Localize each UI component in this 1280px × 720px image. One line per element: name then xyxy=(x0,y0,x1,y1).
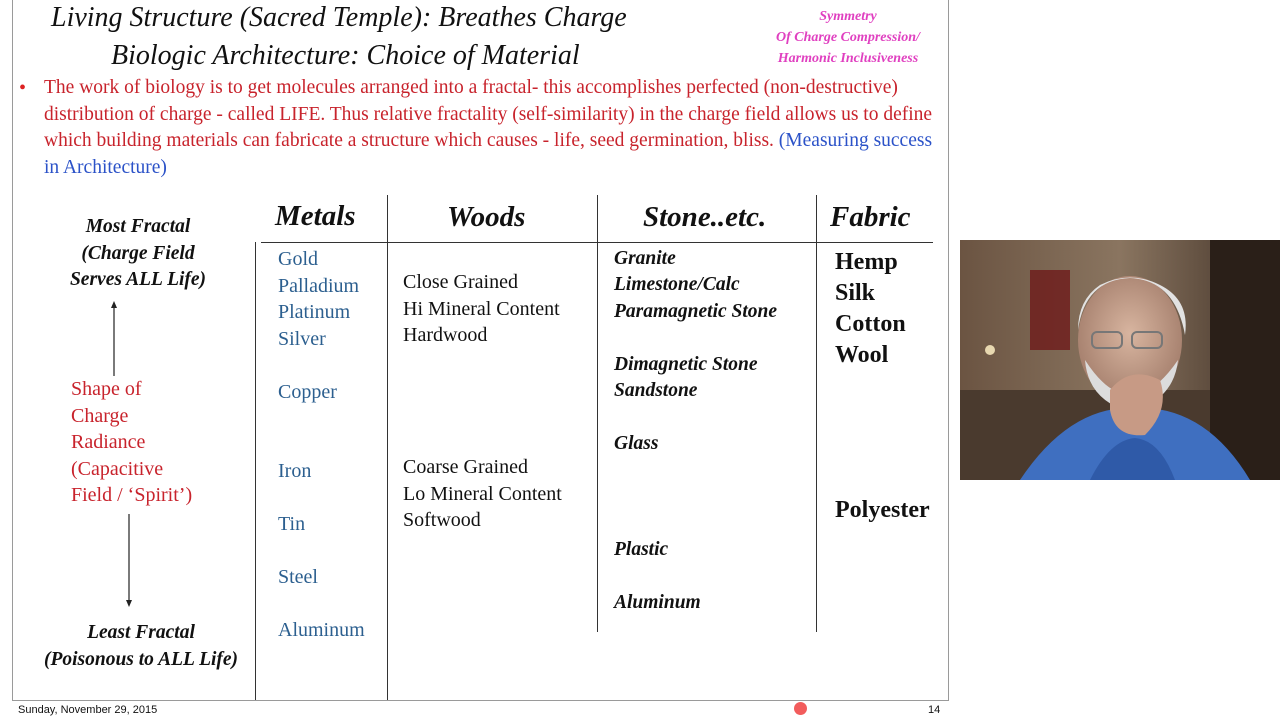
stone-item: Glass xyxy=(614,433,659,454)
bullet-text: The work of biology is to get molecules arranged into a fractal- this accomplishes perfected (non-destructive) distribution of charge - called LIFE. Thus relative fractality (self-similarity) in the charge field allows us to define which building materials can fabricate a structure which causes - life, seed germination, bliss. xyxy=(44,77,933,151)
metal-item: Palladium xyxy=(278,275,360,297)
shape-of-charge-label xyxy=(71,376,192,509)
title-line-1: Living Structure (Sacred Temple): Breathes Charge xyxy=(51,2,627,33)
stone-item: Dimagnetic Stone xyxy=(614,354,758,375)
metal-item: Iron xyxy=(278,460,312,482)
title-line-2: Biologic Architecture: Choice of Material xyxy=(111,40,580,71)
stone-item: Granite xyxy=(614,248,676,269)
metal-item: Platinum xyxy=(278,301,351,323)
wood-item: Lo Mineral Content xyxy=(403,483,562,505)
shape-line-1: Shape of xyxy=(71,378,142,400)
column-header-fabric: Fabric xyxy=(830,201,911,233)
stone-item: Aluminum xyxy=(614,592,701,613)
fabric-item: Hemp xyxy=(835,249,898,275)
least-fractal-label xyxy=(27,620,255,673)
most-fractal-label xyxy=(33,214,243,294)
fabric-item: Polyester xyxy=(835,497,930,523)
most-fractal-line-2: (Charge Field xyxy=(81,242,195,264)
wood-item: Close Grained xyxy=(403,271,518,293)
wood-item: Hi Mineral Content xyxy=(403,298,560,320)
page-number: 14 xyxy=(928,704,941,716)
symmetry-line-1: Symmetry xyxy=(819,9,877,24)
bullet-paragraph xyxy=(44,75,944,181)
fabric-item: Cotton xyxy=(835,311,906,337)
least-fractal-line-2: (Poisonous to ALL Life) xyxy=(43,648,239,670)
shape-line-2: Charge xyxy=(71,404,129,427)
metal-item: Aluminum xyxy=(278,619,365,641)
shape-line-3: Radiance xyxy=(71,431,146,453)
recording-indicator-icon xyxy=(794,702,807,715)
metal-item: Silver xyxy=(278,328,326,350)
least-fractal-line-1: Least Fractal xyxy=(87,622,195,643)
fabric-item: Silk xyxy=(835,280,876,306)
symmetry-line-2: Of Charge Compression/ xyxy=(776,30,920,45)
shape-line-4: (Capacitive xyxy=(71,457,164,480)
metal-item: Steel xyxy=(278,566,318,588)
stone-item: Plastic xyxy=(614,539,669,560)
shape-line-5: Field / ‘Spirit’) xyxy=(71,484,193,506)
symmetry-line-3: Harmonic Inclusiveness xyxy=(777,51,919,66)
arrow-up-icon xyxy=(107,300,123,378)
column-header-metals: Metals xyxy=(275,200,356,232)
arrow-down-icon xyxy=(122,514,138,610)
column-divider-stone-fabric xyxy=(816,195,817,632)
fabric-item: Wool xyxy=(835,342,889,368)
stone-item: Limestone/Calc xyxy=(614,274,740,295)
metal-item: Copper xyxy=(278,381,337,403)
wood-item: Coarse Grained xyxy=(403,456,528,478)
most-fractal-line-3: Serves ALL Life) xyxy=(69,269,207,290)
column-divider-woods-stone xyxy=(597,195,598,632)
stone-item: Paramagnetic Stone xyxy=(614,301,778,322)
column-header-woods: Woods xyxy=(447,201,526,233)
stone-item: Sandstone xyxy=(614,380,698,401)
column-header-stone: Stone..etc. xyxy=(643,201,767,233)
symmetry-note xyxy=(758,6,938,69)
metal-item: Tin xyxy=(278,513,306,535)
webcam-scene xyxy=(960,240,1280,480)
footer-date: Sunday, November 29, 2015 xyxy=(18,704,158,716)
bullet-blue-text: (Measuring success in Architecture) xyxy=(44,130,933,178)
bullet-icon: • xyxy=(19,77,27,99)
most-fractal-line-1: Most Fractal xyxy=(85,216,191,237)
metal-item: Gold xyxy=(278,248,318,270)
wood-item: Softwood xyxy=(403,509,481,531)
webcam-video xyxy=(960,240,1280,480)
column-divider-left xyxy=(255,242,256,700)
column-divider-metals-woods xyxy=(387,195,388,700)
wood-item: Hardwood xyxy=(403,324,488,346)
slide xyxy=(12,0,949,701)
